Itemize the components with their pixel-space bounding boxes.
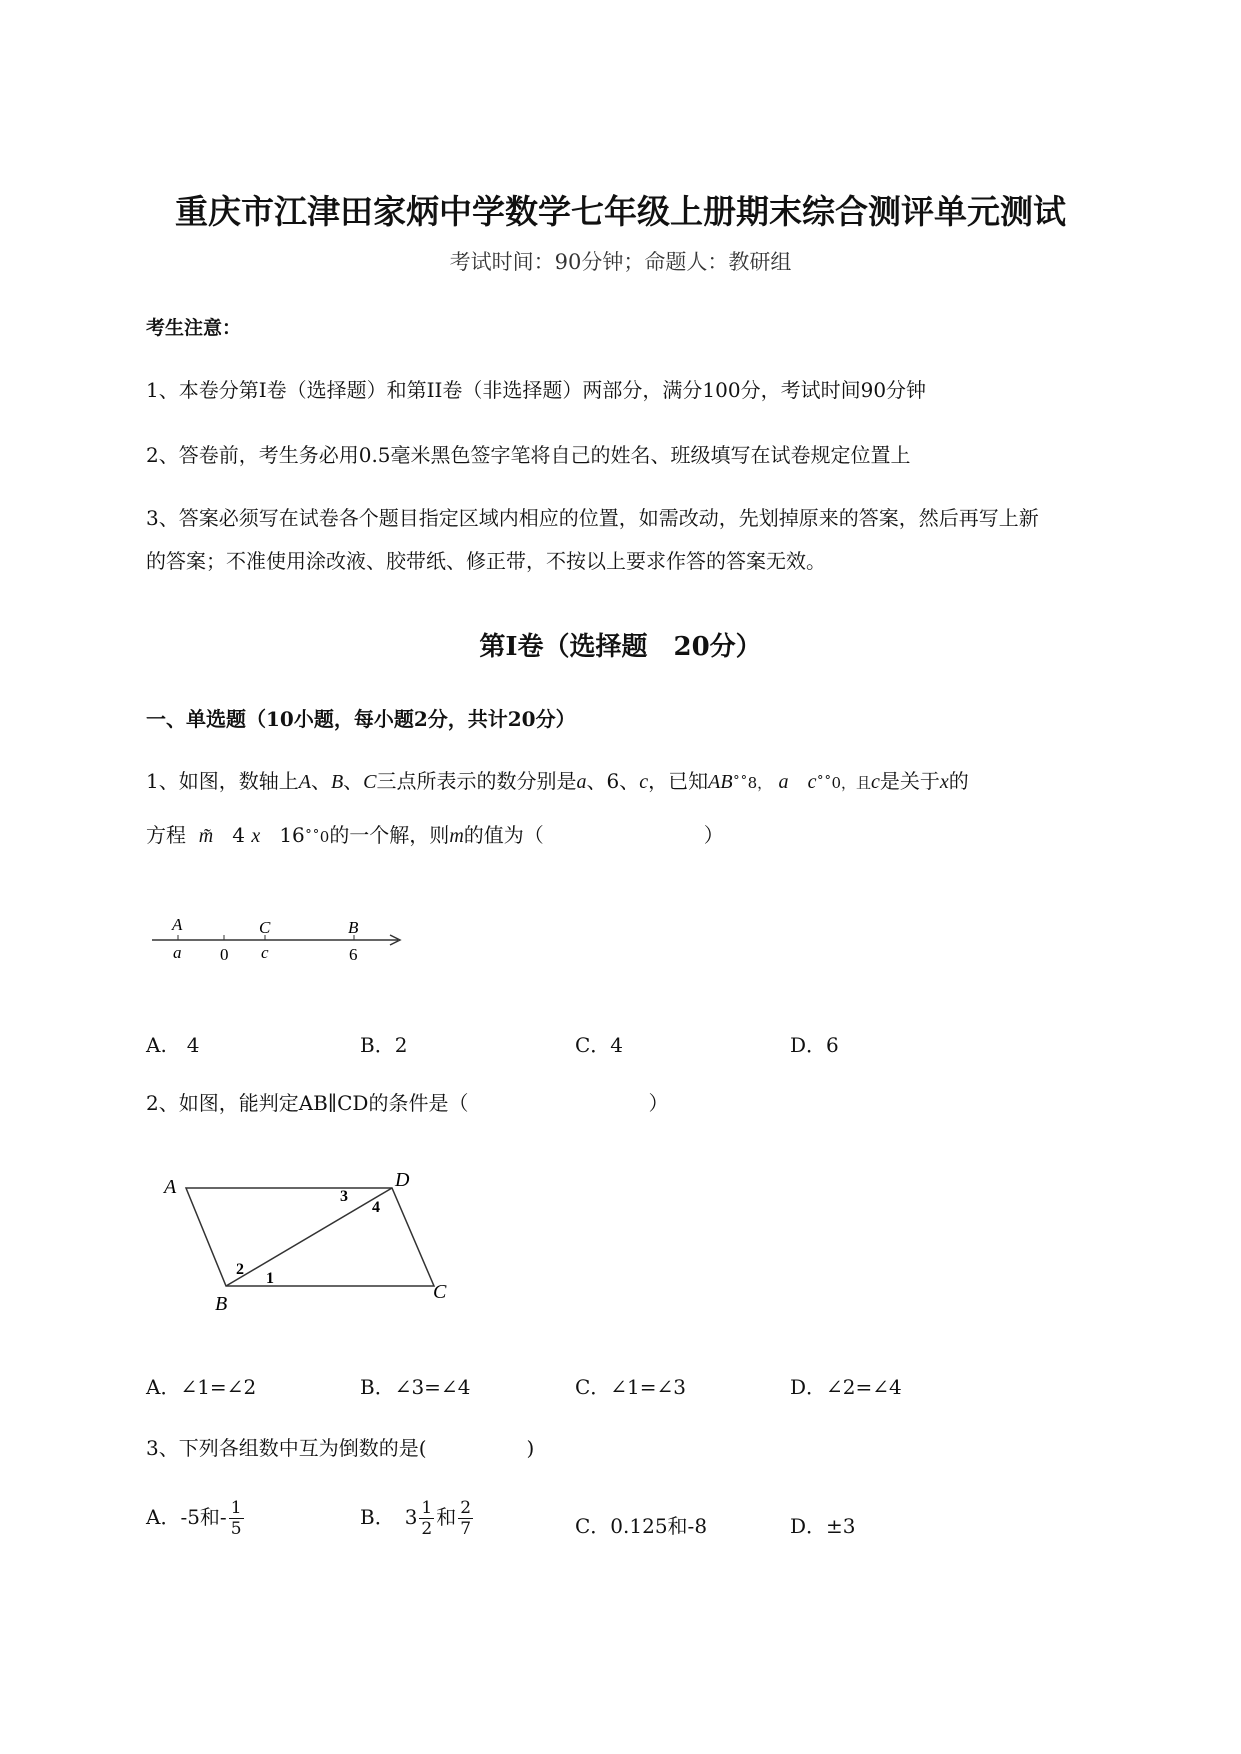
value-label-a: a — [173, 943, 182, 962]
q1-option-d[interactable]: D．6 — [790, 1033, 839, 1057]
value-label-6: 6 — [349, 945, 358, 964]
angle-2-label: 2 — [236, 1261, 244, 1278]
notice-heading: 考生注意： — [146, 317, 242, 339]
parallelogram-figure — [150, 1160, 470, 1310]
angle-3-label: 3 — [340, 1188, 348, 1205]
section-title: 第I卷（选择题 20分） — [479, 632, 762, 662]
exam-info: 考试时间：90分钟；命题人：教研组 — [449, 250, 792, 274]
q2-option-b[interactable]: B．∠3=∠4 — [360, 1375, 471, 1399]
angle-1-label: 1 — [266, 1270, 274, 1287]
q2-option-c[interactable]: C．∠1=∠3 — [575, 1375, 687, 1399]
question-1-line-2: 方程 m̃ 4 x 16˚˚0的一个解，则m的值为（ ） — [146, 823, 724, 847]
q3-option-b[interactable]: B． 3 $\frac{1}{2}$ 和 $\frac{2}{7}$ — [360, 1498, 472, 1539]
section-subheading: 一、单选题（10小题，每小题2分，共计20分） — [146, 707, 576, 731]
q2-option-a[interactable]: A．∠1=∠2 — [146, 1375, 257, 1399]
q3-option-a[interactable]: A．-5和- $\frac{1}{5}$ — [146, 1498, 242, 1539]
vertex-d: D — [395, 1169, 410, 1191]
q2-option-d[interactable]: D．∠2=∠4 — [790, 1375, 902, 1399]
notice-item-1: 1、本卷分第I卷（选择题）和第II卷（非选择题）两部分，满分100分，考试时间90分钟 — [146, 378, 927, 402]
value-label-c: c — [261, 943, 269, 962]
point-label-c: C — [259, 918, 271, 937]
q1-option-a[interactable]: A. 4 — [146, 1033, 200, 1057]
point-label-b: B — [348, 918, 359, 937]
vertex-a: A — [164, 1176, 177, 1198]
vertex-c: C — [433, 1281, 447, 1303]
q3-option-c[interactable]: C．0.125和-8 — [575, 1514, 708, 1538]
point-label-a: A — [172, 915, 183, 934]
number-line-figure — [140, 910, 420, 970]
question-2-stem: 2、如图，能判定AB∥CD的条件是（ ） — [146, 1091, 669, 1115]
question-1-line-1: 1、如图，数轴上A、B、C三点所表示的数分别是a、6、c，已知AB˚˚8， a c˚˚0，且c是关于x的 — [146, 769, 969, 793]
question-3-stem: 3、下列各组数中互为倒数的是( ) — [146, 1436, 535, 1460]
notice-item-2: 2、答卷前，考生务必用0.5毫米黑色签字笔将自己的姓名、班级填写在试卷规定位置上 — [146, 443, 911, 467]
value-label-0: 0 — [220, 945, 229, 964]
diagonal-bd — [226, 1188, 392, 1286]
q1-option-b[interactable]: B．2 — [360, 1033, 408, 1057]
angle-4-label: 4 — [372, 1199, 380, 1216]
page-title: 重庆市江津田家炳中学数学七年级上册期末综合测评单元测试 — [175, 192, 1066, 231]
vertex-b: B — [215, 1293, 228, 1310]
q3-option-d[interactable]: D．±3 — [790, 1514, 856, 1538]
notice-item-3-cont: 的答案；不准使用涂改液、胶带纸、修正带，不按以上要求作答的答案无效。 — [146, 549, 826, 573]
notice-item-3: 3、答案必须写在试卷各个题目指定区域内相应的位置，如需改动，先划掉原来的答案，然后再写上新 — [146, 506, 1039, 530]
q1-option-c[interactable]: C．4 — [575, 1033, 624, 1057]
